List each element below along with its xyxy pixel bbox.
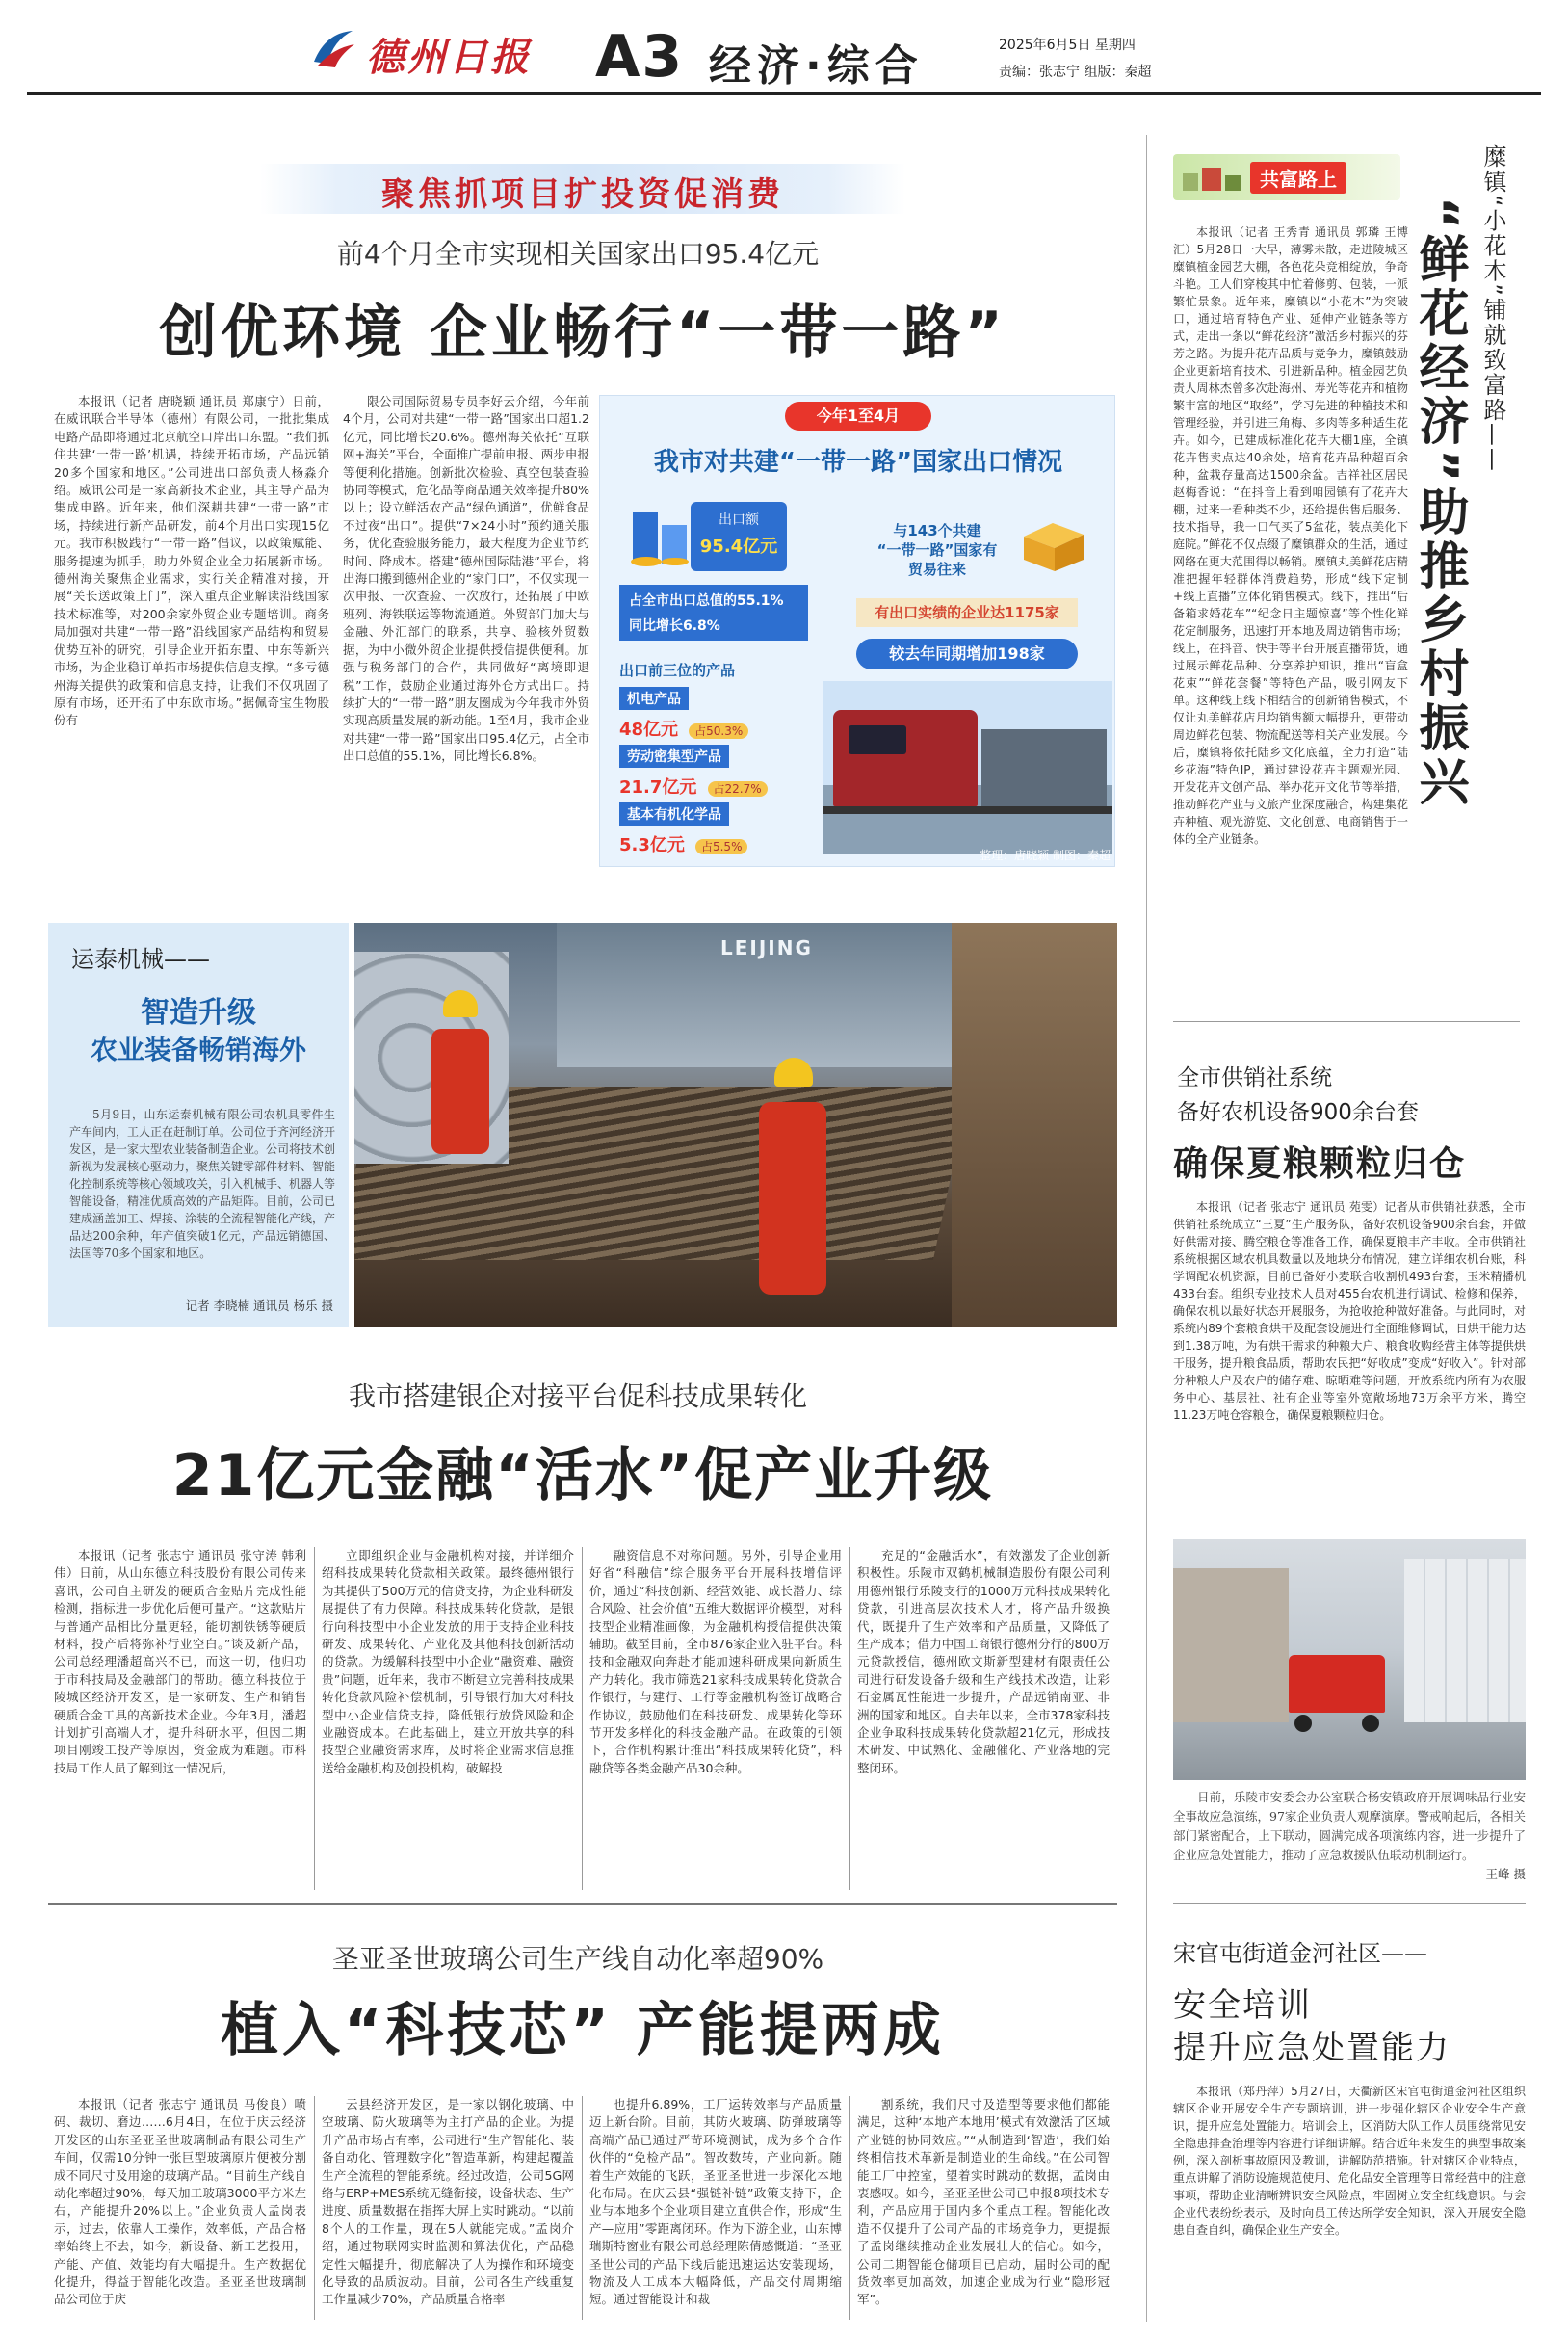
partners-line3: 贸易往来 xyxy=(907,561,966,578)
newspaper-logo-icon xyxy=(308,27,358,71)
sidebar2-kicker1: 全市供销社系统 xyxy=(1177,1065,1332,1090)
issue-date: 2025年6月5日 星期四 xyxy=(999,38,1136,53)
product-share: 占50.3% xyxy=(689,723,748,739)
export-value-box xyxy=(691,502,787,571)
sidebar2-kicker2: 备好农机设备900余台套 xyxy=(1177,1100,1419,1125)
article2-col2: 立即组织企业与金融机构对接，并详细介绍科技成果转化贷款相关政策。最终德州银行为其提供了500万元的信贷支持，为企业科研发展提供了有力保障。科技成果转化贷款，是银行向科技型中小企业发放的用于支持企业科技研发、成果转化、产业化及其他科技创新活动的贷款。为缓解科技型中小企业“融资难、融资贵”问题，近年来，我市不断建立完善科技成果转化贷款风险补偿机制，引导银行加大对科技型中小企业信贷支持，降低银行放贷风险和企业融资成本。在此基础上，建立开放共享的科技型企业融资需求库，及时将企业需求信息推送给金融机构及创投机构，破解投 xyxy=(322,1548,574,1775)
yuntai-subtitle1: 智造升级 xyxy=(141,996,256,1030)
product-value: 21.7亿元 xyxy=(619,777,697,798)
product-value: 48亿元 xyxy=(619,720,679,740)
product-share: 占5.5% xyxy=(695,839,748,854)
worker-2 xyxy=(749,1058,836,1308)
column-rule xyxy=(314,1547,315,1890)
article3-col3: 也提升6.89%，工厂运转效率与产品质量迈上新台阶。目前，其防火玻璃、防弹玻璃等高端产品已通过严苛环境测试，成为多个合作伙伴的“免检产品”。智改数转，产业向新。随着生产效能的飞跃，圣亚圣世进一步深化本地化布局。在庆云县“强链补链”政策支持下，企业与本地多个企业项目建立直供合作，形成“生产—应用”零距离闭环。作为下游企业，山东博瑞斯特窗业有限公司总经理陈倩感慨道：“圣亚圣世公司的产品下线后能迅速运达安装现场，物流及人工成本大幅降低，产品交付周期缩短。通过智能设计和裁 xyxy=(589,2097,842,2307)
product-value: 5.3亿元 xyxy=(619,835,685,855)
yuntai-panel xyxy=(48,923,349,1327)
firms-badge: 有出口实绩的企业达1175家 xyxy=(856,598,1078,627)
sidebar2-headline: 确保夏粮颗粒归仓 xyxy=(1173,1144,1467,1184)
section-title: 经济·综合 xyxy=(709,41,924,91)
sidebar3-kicker: 宋官屯街道金河社区—— xyxy=(1173,1940,1427,1967)
export-infographic xyxy=(599,395,1115,867)
drill-credit: 王峰 摄 xyxy=(1485,1867,1526,1881)
infographic-title: 我市对共建“一带一路”国家出口情况 xyxy=(653,448,1063,477)
export-value: 95.4亿元 xyxy=(699,537,778,557)
sidebar1-kicker-vertical: 糜镇“小花木”铺就致富路—— xyxy=(1479,144,1506,473)
section-divider xyxy=(1173,1903,1526,1904)
share-line2: 同比增长6.8% xyxy=(629,618,720,634)
share-line1: 占全市出口总值的55.1% xyxy=(629,593,784,609)
section-divider xyxy=(48,1903,1117,1905)
topic-banner xyxy=(260,164,905,214)
editor-credits: 责编：张志宁 组版：秦超 xyxy=(999,65,1152,80)
emergency-drill-photo xyxy=(1173,1539,1526,1780)
product-name: 机电产品 xyxy=(619,687,689,710)
article3-kicker: 圣亚圣世玻璃公司生产线自动化率超90% xyxy=(331,1943,824,1975)
coins-icon xyxy=(627,502,694,569)
column-rule xyxy=(849,1547,850,1890)
infographic-tag: 今年1至4月 xyxy=(785,402,931,431)
partners-line2: “一带一路”国家有 xyxy=(876,541,998,559)
column-rule xyxy=(314,2096,315,2320)
sidebar1-tag-text: 共富路上 xyxy=(1250,162,1346,194)
yuntai-credit: 记者 李晓楠 通讯员 杨乐 摄 xyxy=(185,1299,333,1313)
drill-caption: 日前，乐陵市安委会办公室联合杨安镇政府开展调味品行业安全事故应急演练，97家企业负责人观摩演摩。警戒响起后，各相关部门紧密配合，上下联动，圆满完成各项演练内容，进一步提升了企业应急处置能力，推动了应急救援队伍联动机制运行。 xyxy=(1173,1790,1526,1862)
page-code: A3 xyxy=(595,23,685,91)
sidebar2-body: 本报讯（记者 张志宁 通讯员 苑雯）记者从市供销社获悉，全市供销社系统成立“三夏”生产服务队，备好农机设备900余台套，并做好供需对接、腾空粮仓等准备工作，确保夏粮丰产丰收。全市供销社系统根据区域农机具数量以及地块分布情况，建立详细农机台账，科学调配农机资源，目前已备好小麦联合收割机493台套，玉米精播机433台套。组织专业技术人员对455台农机进行调试、检修和保养，确保农机以最好状态开展服务，为抢收抢种做好准备。与此同时，对系统内89个套粮食烘干及配套设施进行全面维修调试，日烘干能力达到1.38万吨，为有烘干需求的种粮大户、粮食收购经营主体等提供烘干服务，提升粮食品质，帮助农民把“好收成”变成“好收入”。针对部分种粮大户及农户的储存难、晾晒难等问题，开放系统内所有为农服务中心、基层社、社有企业等室外宽敞场地73万余平方米，腾空11.23万吨仓容粮仓，确保夏粮颗粒归仓。 xyxy=(1173,1200,1526,1422)
sidebar1-tag xyxy=(1173,154,1400,200)
section-divider xyxy=(1173,1021,1520,1022)
sidebar1-body: 本报讯（记者 王秀青 通讯员 郭璘 王博汇）5月28日一大早，薄雾未散，走进陵城区糜镇植金园艺大棚，各色花朵竞相绽放，争奇斗艳。工人们穿梭其中忙着修剪、包装，一派繁忙景象。近年来，糜镇以“小花木”为突破口，通过培育特色产业、延伸产业链条等方式，走出一条以“鲜花经济”激活乡村振兴的芬芳之路。为提升花卉品质与竞争力，糜镇鼓励企业更新培育技术、引进新品种。植金园艺负责人周林杰曾多次赴海州、寿光等花卉和植物繁丰富的地区“取经”，学习先进的种植技术和管理经验，并引进三角梅、多肉等多种适生花卉。如今，已建成标准化花卉大棚1座，全镇花卉售卖点达40余处，培育花卉品种超百余种，盆栽存量高达1500余盆。吉祥社区居民赵梅香说：“在抖音上看到咱园镇有了花卉大棚，过来一看种类不少，还给提供售后服务、技术指导，我一口气买了5盆花，装点美化下庭院。”鲜花不仅点缀了糜镇群众的生活，通过网络在更大范围得以畅销。糜镇丸美鲜花店精准把握年轻群体消费趋势，形成“线下定制+线上直播”立体化销售模式。线下，推出“后备箱求婚花车”“纪念日主题惊喜”等个性化鲜花定制服务，迅速打开本地及周边销售市场；线上，在抖音、快手等平台开展直播带货，通过展示鲜花品种、分享养护知识，推出“盲盒花束”“鲜花套餐”等特色产品，吸引网友下单。这种线上线下相结合的创新销售模式，不仅让丸美鲜花店月均销售额大幅提升，更带动周边鲜花包装、物流配送等相关产业发展。今后，糜镇将依托陆乡文化底蕴，全力打造“陆乡花海”特色IP，通过建设花卉主题观光园、开发花卉文创产品、举办花卉文化节等举措，推动鲜花产业与文旅产业深度融合，构建集花卉种植、观光游览、文化创意、电商销售于一体的全产业链条。 xyxy=(1173,225,1408,846)
article1-col1: 本报讯（记者 唐晓颖 通讯员 郑康宁）日前，在威讯联合半导体（德州）有限公司，一批批集成电路产品即将通过北京航空口岸出口东盟。“我们抓住共建‘一带一路’机遇，持续开拓市场，产品远销20多个国家和地区。”公司进出口部负责人杨淼介绍。威讯公司是一家高新技术企业，其主导产品为集成电路。近年来，他们深耕共建“一带一路”市场，持续进行新产品研发，前4个月出口实现15亿元。我市积极践行“一带一路”倡议，以政策赋能、服务提速为抓手，助力外贸企业全力拓展新市场。德州海关聚焦企业需求，实行关企精准对接，开展“关长送政策上门”，深入重点企业解读沿线国家技术标准等，对200余家外贸企业专题培训。商务局加强对共建“一带一路”沿线国家产品结构和贸易优势互补的研究，引导企业开拓东盟、中东等新兴市场，为企业稳订单拓市场提供信息支撑。“多亏德州海关提供的政策和信息支持，让我们不仅巩固了原有市场，还开拓了中东欧市场。”据佩奇宝生物股份有 xyxy=(54,394,329,728)
column-rule xyxy=(582,1547,583,1890)
worker-1 xyxy=(422,990,499,1183)
masthead xyxy=(0,0,1568,96)
article3-headline: 植入“科技芯” 产能提两成 xyxy=(221,1997,945,2064)
product-item xyxy=(619,687,812,745)
article3-col1: 本报讯（记者 张志宁 通讯员 马俊良）喷码、裁切、磨边……6月4日，在位于庆云经济开发区的山东圣亚圣世玻璃制品有限公司生产车间，仅需10分钟一张巨型玻璃原片便被分割成不同尺寸及用途的玻璃产品。“目前生产线自动化率超过90%，每天加工玻璃3000平方米左右，产能提升20%以上。”企业负责人孟岗表示，过去，依靠人工操作，效率低，产品合格率始终上不去，如今，新设备、新工艺投用，产能、产值、效能均有大幅提升。生产数据优化提升，得益于智能化改造。圣亚圣世玻璃制品公司位于庆 xyxy=(54,2097,306,2307)
newspaper-name: 德州日报 xyxy=(366,35,532,80)
banner-text: 聚焦抓项目扩投资促消费 xyxy=(381,175,784,214)
sidebar1-headline-vertical: “鲜花经济”助推乡村振兴 xyxy=(1410,197,1468,810)
top3-title: 出口前三位的产品 xyxy=(619,662,736,679)
partners-text xyxy=(872,521,1003,579)
article3-col2: 云县经济开发区，是一家以钢化玻璃、中空玻璃、防火玻璃等为主打产品的企业。为提升产品市场占有率，公司进行“生产智能化、装备自动化、管理数字化”智造革新，构建起覆盖生产全流程的智能系统。经过改造，公司5G网络与ERP+MES系统无缝衔接，设备状态、生产进度、质量数据在指挥大屏上实时跳动。“以前8个人的工作量，现在5人就能完成。”孟岗介绍，通过物联网实时监测和算法优化，产品稳定性大幅提升，彻底解决了人为操作和环境变化导致的品质波动。目前，公司各生产线重复工作量减少70%，产品质量合格率 xyxy=(322,2097,574,2307)
freight-train-illustration xyxy=(823,681,1112,854)
article1-headline: 创优环境 企业畅行“一带一路” xyxy=(159,300,1006,367)
article2-headline: 21亿元金融“活水”促产业升级 xyxy=(171,1442,994,1509)
village-road-icon xyxy=(1179,160,1246,195)
product-item xyxy=(619,802,812,860)
firms-yoy-badge: 较去年同期增加198家 xyxy=(856,639,1078,669)
product-name: 基本有机化学品 xyxy=(619,802,729,826)
product-item xyxy=(619,745,812,802)
article1-col2: 限公司国际贸易专员李好云介绍，今年前4个月，公司对共建“一带一路”国家出口超1.2亿元，同比增长20.6%。德州海关依托“互联网+海关”平台，全面推广提前申报、两步申报等便利化措施。创新批次检验、真空包装查验协同等模式，危化品等商品通关效率提升80%以上；设立鲜活农产品“绿色通道”，优鲜食品不过夜“出口”。提供“7×24小时”预约通关服务，优化查验服务能力，最大程度为企业节约时间、降成本。搭建“德州国际陆港”平台，将出海口搬到德州企业的“家门口”，不仅实现一次申报、一次查验、一次放行，还拓展了中欧班列、海铁联运等物流通道。外贸部门加大与金融、外汇部门的联系，共享、验核外贸数据，为中小微外贸企业提供授信提供便利。加强与税务部门的合作，共同做好“离境即退税”工作，鼓励企业通过海外仓方式出口。持续扩大的“一带一路”朋友圈成为今年我市外贸实现高质量发展的新动能。1至4月，我市企业对共建“一带一路”国家出口95.4亿元，占全市出口总值的55.1%，同比增长6.8%。 xyxy=(343,394,589,764)
export-label: 出口额 xyxy=(719,512,759,528)
sidebar3-body: 本报讯（郑丹萍）5月27日，天衢新区宋官屯街道金河社区组织辖区企业开展安全生产专题培训，进一步强化辖区企业安全生产意识，提升应急处置能力。培训会上，区消防大队工作人员围绕常见安全隐患排查治理等内容进行详细讲解。结合近年来发生的典型事故案例，深入剖析事故原因及教训，讲解防范措施。针对辖区企业特点，重点讲解了消防设施规范使用、危化品安全管理等日常经营中的注意事项，帮助企业清晰辨识安全风险点，牢固树立安全红线意识。与会企业代表纷纷表示，及时向员工传达所学安全知识，深入开展安全隐患自查自纠，确保企业生产安全。 xyxy=(1173,2085,1526,2237)
article3-col4: 割系统，我们尺寸及造型等要求他们都能满足，这种‘本地产本地用’模式有效激活了区域产业链的协同效应。”“从制造到‘智造’，我们始终相信技术革新是制造业的生命线。”在公司智能工厂中控室，望着实时跳动的数据，孟岗由衷感叹。如今，圣亚圣世公司已申报8项技术专利，产品应用于国内多个重点工程。智能化改造不仅提升了公司产品的市场竞争力，更提振了孟岗继续推动企业发展壮大的信心。如今，公司二期智能仓储项目已启动，届时公司的配货效率更加高效，加速企业成为行业“隐形冠军”。 xyxy=(857,2097,1110,2307)
product-share: 占22.7% xyxy=(708,781,768,797)
article2-kicker: 我市搭建银企对接平台促科技成果转化 xyxy=(348,1380,807,1412)
factory-workers-photo xyxy=(354,923,1117,1327)
masthead-rule xyxy=(27,92,1541,95)
yuntai-body: 5月9日，山东运泰机械有限公司农机具零件生产车间内，工人正在赶制订单。公司位于齐河经济开发区，是一家大型农业装备制造企业。公司将技术创新视为发展核心驱动力，聚焦关键零部件材料、智能化控制系统等核心领域攻关，引入机械手、机器人等智能设备，精准优质高效的产品矩阵。目前，公司已建成涵盖加工、焊接、涂装的全流程智能化产线，产品达200余种，年产值突破1亿元，产品远销德国、法国等70多个国家和地区。 xyxy=(69,1108,335,1260)
article2-col3: 融资信息不对称问题。另外，引导企业用好省“科融信”综合服务平台开展科技增信评价，通过“科技创新、经营效能、成长潜力、综合风险、社会价值”五维大数据评价模型，对科技型企业精准画像，为金融机构授信提供决策辅助。截至目前，全市876家企业入驻平台。科技和金融双向奔赴才能加速科研成果向新质生产力转化。我市筛选21家科技成果转化贷款合作银行，与建行、工行等金融机构签订战略合作协议，鼓励他们在科技研发、成果转化等环节开发多样化的科技金融产品。在政策的引领下，合作机构累计推出“科技成果转化贷”，科融贷等各类金融产品30余种。 xyxy=(589,1548,842,1775)
yuntai-title: 运泰机械—— xyxy=(71,946,210,973)
right-column-rule xyxy=(1146,135,1147,2322)
product-list xyxy=(619,687,812,860)
column-rule xyxy=(849,2096,850,2320)
article2-col1: 本报讯（记者 张志宁 通讯员 张守涛 韩利伟）日前，从山东德立科技股份有限公司传来喜讯，公司自主研发的硬质合金贴片完成性能检测，指标进一步优化后便可量产。“这款贴片与普通产品相比分量更轻，能切割铁锈等硬质材料，投产后将弥补行业空白。”谈及新产品，公司总经理潘超高兴不已，而这一切，他归功于市科技局及金融部门的帮助。德立科技位于陵城区经济开发区，是一家研发、生产和销售硬质合金工具的高新技术企业。今年3月，潘超计划扩引高端人才，提升科研水平，但因二期项目刚竣工投产等原因，资金成为难题。市科技局工作人员了解到这一情况后， xyxy=(54,1548,306,1775)
article2-col4: 充足的“金融活水”，有效激发了企业创新积极性。乐陵市双鹤机械制造股份有限公司利用德州银行乐陵支行的1000万元科技成果转化贷款，引进高层次技术人才，将产品升级换代，既提升了生产效率和产品质量，又降低了生产成本；借力中国工商银行德州分行的800万元贷款授信，德州欧文斯新型建材有限责任公司进行研发设备升级和生产线技术改造，让彩石金属瓦性能进一步提升，产品远销南亚、非洲的国家和地区。自去年以来，全市378家科技企业争取科技成果转化贷款超21亿元，形成技术研发、中试熟化、金融催化、产业落地的完整闭环。 xyxy=(857,1548,1110,1775)
machine-brand-label: LEIJING xyxy=(720,936,813,959)
sidebar3-headline2: 提升应急处置能力 xyxy=(1173,2029,1450,2067)
column-rule xyxy=(582,2096,583,2320)
infographic-credit: 整理：唐晓颖 制图：秦超 xyxy=(980,849,1111,862)
share-box xyxy=(619,585,808,641)
product-name: 劳动密集型产品 xyxy=(619,745,729,768)
yuntai-subtitle2: 农业装备畅销海外 xyxy=(90,1034,306,1065)
partners-line1: 与143个共建 xyxy=(893,522,981,539)
shipping-box-icon xyxy=(1014,517,1091,575)
article1-kicker: 前4个月全市实现相关国家出口95.4亿元 xyxy=(336,238,820,270)
sidebar3-headline1: 安全培训 xyxy=(1173,1986,1312,2025)
fire-truck xyxy=(1289,1655,1385,1713)
